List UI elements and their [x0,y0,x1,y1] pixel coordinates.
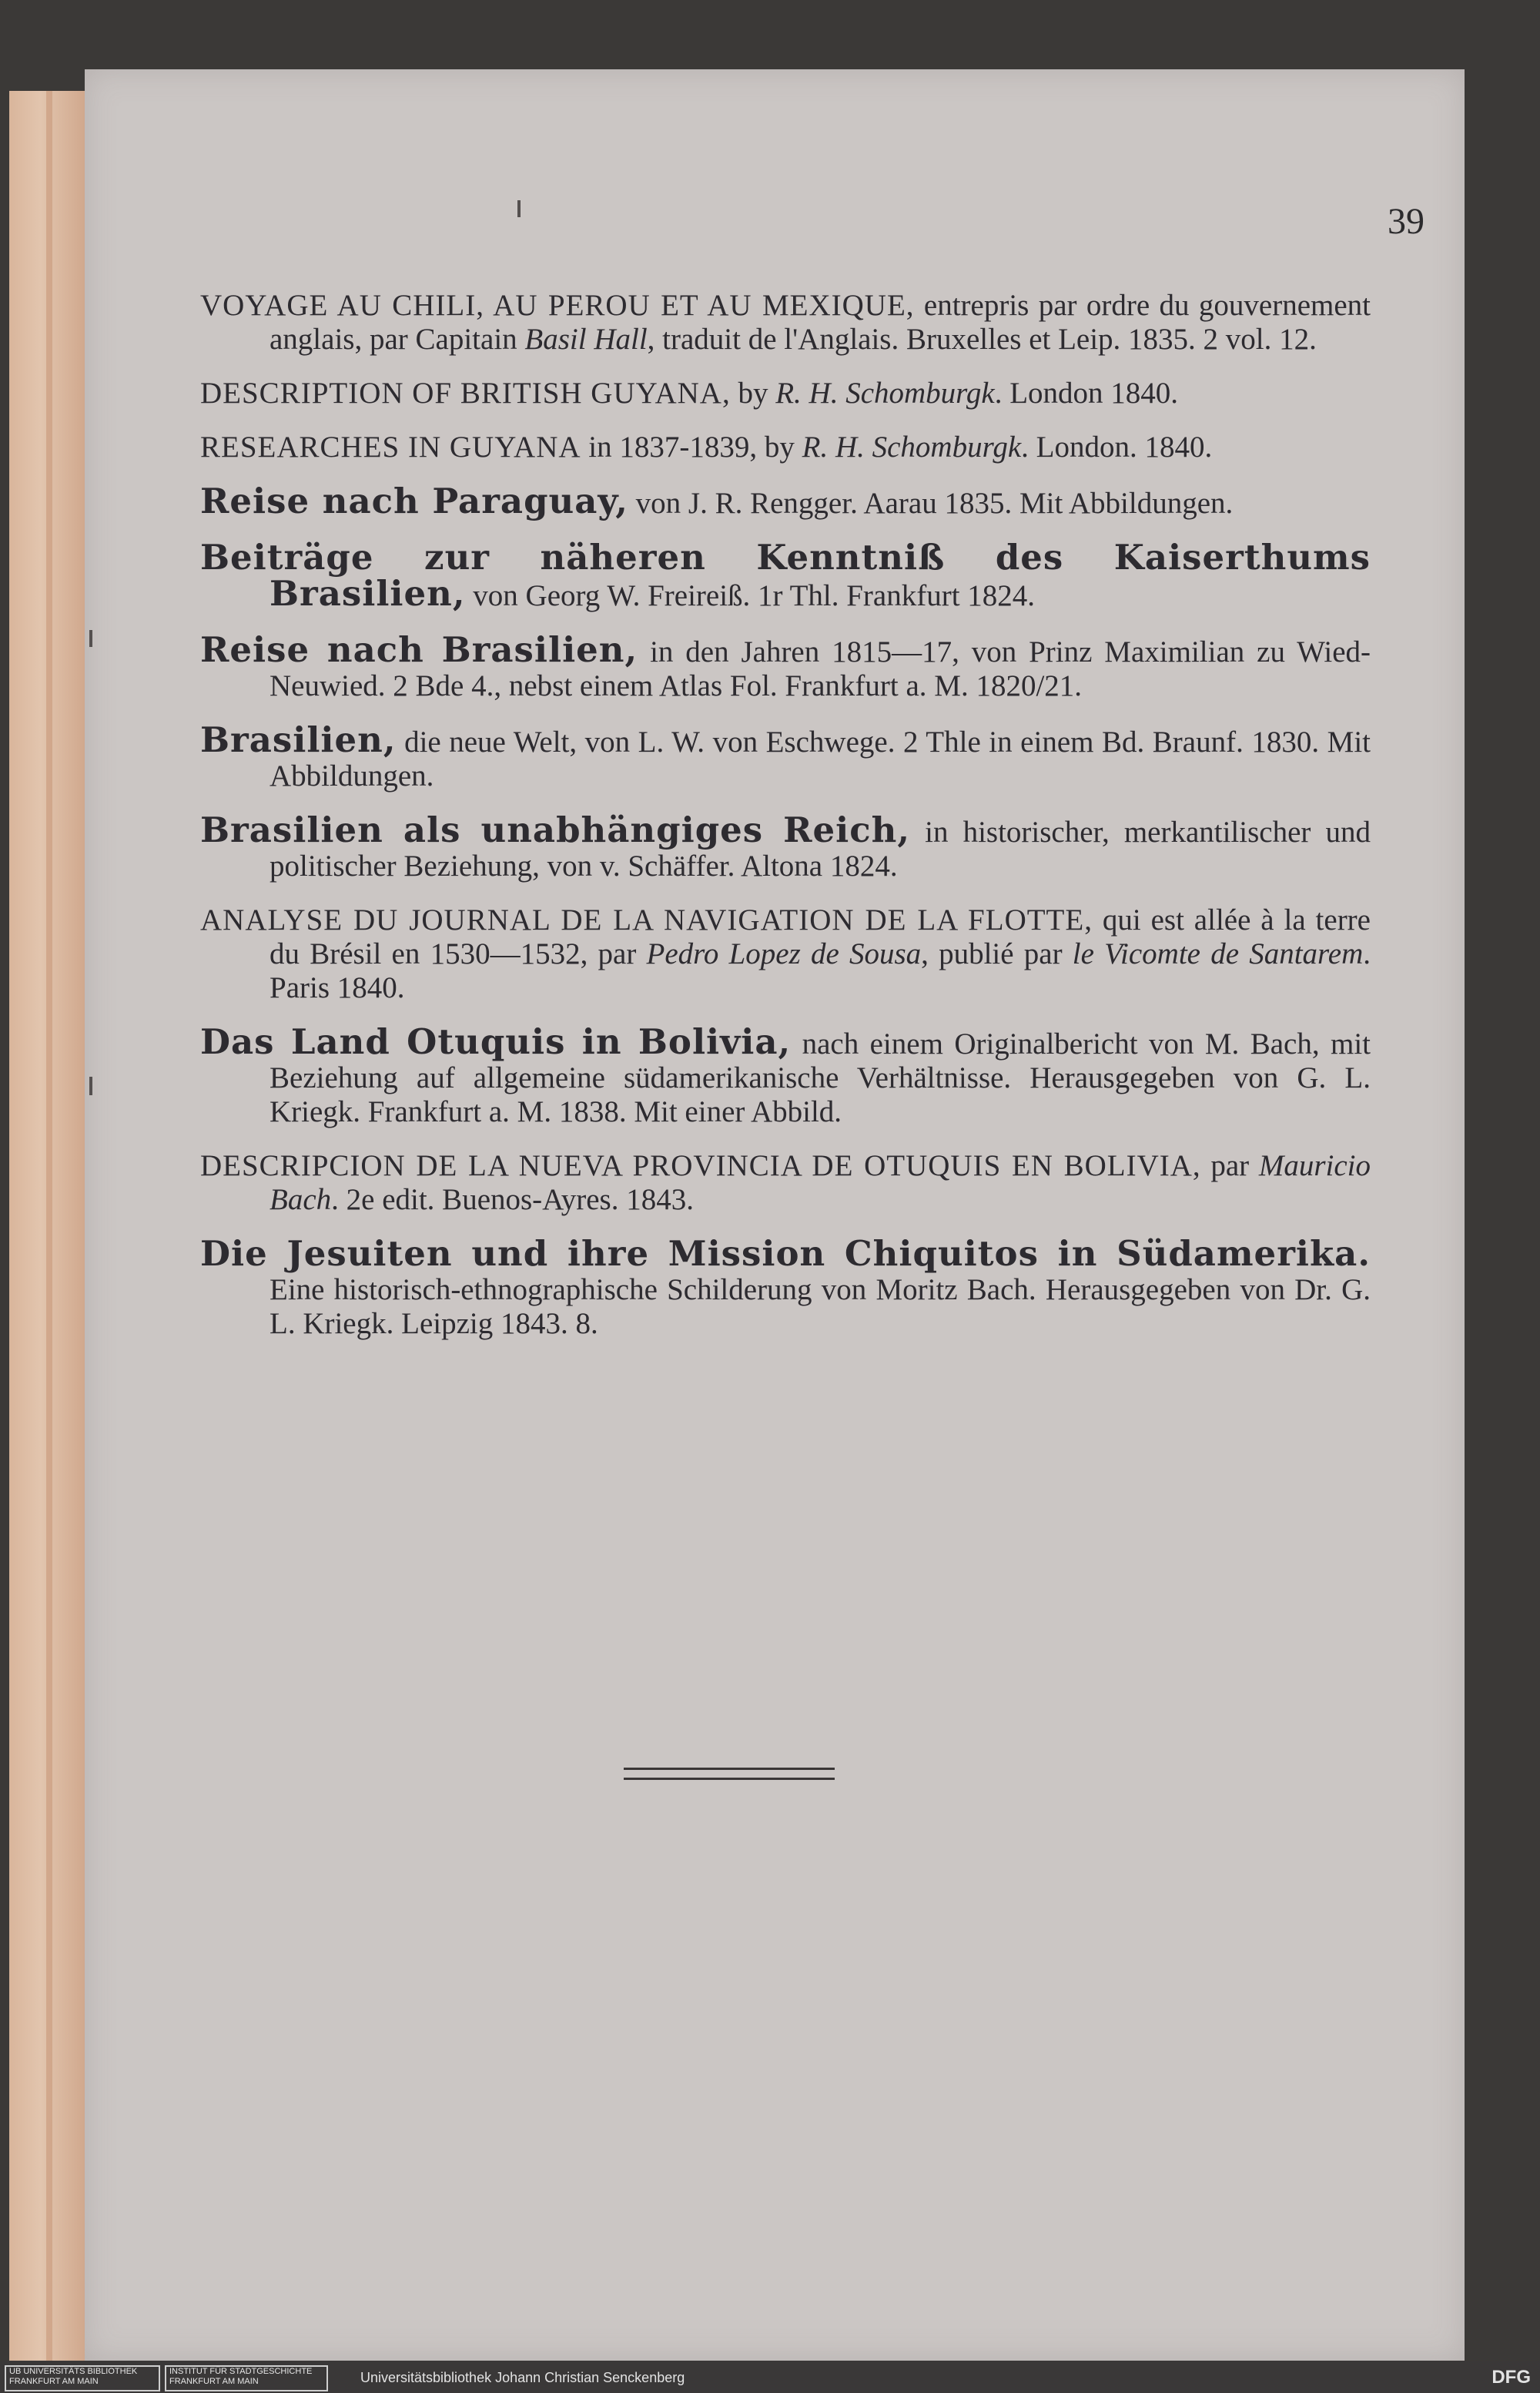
bibliography-entry [200,537,1371,614]
entry-text: in 1837-1839, by [581,431,802,464]
document-page [85,69,1465,2361]
entry-title: RESEARCHES IN GUYANA [200,431,581,464]
library-name: Universitätsbibliothek Johann Christian Senckenberg [360,2370,685,2385]
margin-mark [89,1077,92,1095]
double-rule-divider [624,1768,835,1780]
entry-title: Beiträge zur näheren Kenntniß des Kaiserthums Brasilien, [200,537,1371,614]
entry-title: VOYAGE AU CHILI, AU PEROU ET AU MEXIQUE, [200,289,915,322]
entry-title: Brasilien als unabhängiges Reich, [200,809,911,850]
entry-text: von J. R. Rengger. Aarau 1835. Mit Abbildungen. [628,487,1234,520]
bibliography-entry [200,629,1371,703]
bibliography-entry [200,481,1371,521]
bibliography-list [200,289,1371,1361]
entry-text: in historischer, merkantilischer und politischer Beziehung, von v. Schäffer. Altona 1824. [270,816,1371,883]
entry-author-italic: le Vicomte de Santarem [1072,937,1364,970]
page-number: 39 [1388,201,1424,242]
margin-mark [89,630,92,647]
entry-text: in den Jahren 1815—17, von Prinz Maximilian zu Wied-Neuwied. 2 Bde 4., nebst einem Atlas Fol. Frankfurt a. M. 1820/21. [270,635,1371,702]
entry-text: entrepris par ordre du gouvernement anglais, par Capitain [270,289,1371,356]
entry-text: , traduit de l'Anglais. Bruxelles et Leip. 1835. 2 vol. 12. [647,323,1317,356]
entry-title: Die Jesuiten und ihre Mission Chiquitos in Südamerika. [200,1233,1371,1274]
entry-author-italic: R. H. Schomburgk [775,377,995,410]
entry-text: . Paris 1840. [270,937,1371,1004]
entry-title: Das Land Otuquis in Bolivia, [200,1021,792,1062]
viewer-footer [0,2361,1540,2393]
entry-author-italic: R. H. Schomburgk [802,431,1022,464]
entry-text: von Georg W. Freireiß. 1r Thl. Frankfurt 1824. [465,579,1036,612]
entry-text: Eine historisch-ethnographische Schilderung von Moritz Bach. Herausgegeben von Dr. G. L. Kriegk. Leipzig 1843. 8. [270,1273,1371,1340]
entry-text: . London 1840. [994,377,1179,410]
entry-author-italic: Basil Hall [524,323,648,356]
bibliography-entry [200,1149,1371,1217]
bibliography-entry [200,903,1371,1005]
bibliography-entry [200,289,1371,357]
institute-logo[interactable]: INSTITUT FÜR STADTGESCHICHTE FRANKFURT AM MAIN [165,2365,328,2391]
bibliography-entry [200,377,1371,411]
entry-title: DESCRIPTION OF BRITISH GUYANA, [200,377,731,410]
entry-title: DESCRIPCION DE LA NUEVA PROVINCIA DE OTUQUIS EN BOLIVIA, [200,1149,1201,1182]
bibliography-entry [200,1233,1371,1341]
entry-text: . 2e edit. Buenos-Ayres. 1843. [331,1183,694,1216]
entry-text: die neue Welt, von L. W. von Eschwege. 2 Thle in einem Bd. Braunf. 1830. Mit Abbildungen. [270,726,1371,793]
entry-title: Reise nach Paraguay, [200,481,628,521]
entry-author-italic: Pedro Lopez de Sousa [646,937,922,970]
bibliography-entry [200,431,1371,464]
entry-title: ANALYSE DU JOURNAL DE LA NAVIGATION DE LA FLOTTE, [200,903,1093,937]
bibliography-entry [200,809,1371,883]
previous-page-shadow [46,91,52,2361]
bibliography-entry [200,1021,1371,1129]
entry-title: Brasilien, [200,719,397,760]
bibliography-entry [200,719,1371,793]
entry-title: Reise nach Brasilien, [200,629,638,670]
ub-logo[interactable]: UB UNIVERSITÄTS BIBLIOTHEK FRANKFURT AM MAIN [5,2365,160,2391]
entry-text: by [730,377,776,410]
entry-text: par [1200,1149,1259,1182]
entry-author-italic: Mauricio Bach [270,1149,1371,1216]
entry-text: , publié par [921,937,1073,970]
entry-text: qui est allée à la terre du Brésil en 1530—1532, par [270,903,1371,970]
margin-mark [517,200,521,217]
entry-text: nach einem Originalbericht von M. Bach, mit Beziehung auf allgemeine südamerikanische Verhältnisse. Herausgegeben von G. L. Kriegk. Frankfurt a. M. 1838. Mit einer Abbild. [270,1027,1371,1128]
entry-text: . London. 1840. [1021,431,1213,464]
dfg-logo: DFG [1491,2367,1531,2388]
